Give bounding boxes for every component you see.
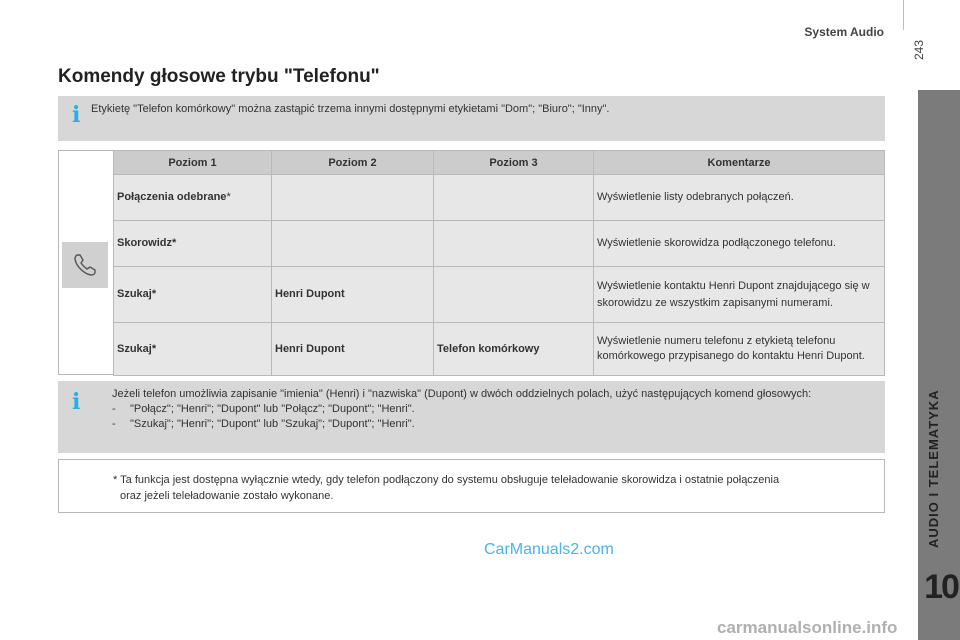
table-row — [114, 323, 885, 376]
watermark-carmanualsonline: carmanualsonline.info — [717, 618, 898, 637]
cell-level-3 — [434, 175, 594, 221]
chapter-side-tab — [918, 90, 960, 640]
header-level-2: Poziom 2 — [272, 151, 434, 175]
header-level-3: Poziom 3 — [434, 151, 594, 175]
cell-comment: Wyświetlenie skorowidza podłączonego telefonu. — [594, 221, 885, 267]
cell-level-3: Telefon komórkowy — [434, 323, 594, 376]
cell-level-2 — [272, 175, 434, 221]
cell-level-3 — [434, 221, 594, 267]
table-header-row — [114, 151, 885, 175]
footnote-text — [113, 472, 864, 504]
info-note-text: Etykietę "Telefon komórkowy" można zastąpić trzema innymi dostępnymi etykietami "Dom"; "Biuro"; "Inny". — [91, 103, 610, 115]
page-number: 243 — [912, 39, 926, 60]
voice-commands-table — [113, 150, 885, 376]
info-icon: i — [72, 102, 81, 128]
info-note-intro: Jeżeli telefon umożliwia zapisanie "imienia" (Henri) i "nazwiska" (Dupont) w dwóch oddzielnych polach, użyć następujących komend głosowych: — [112, 388, 812, 400]
cell-level-3 — [434, 267, 594, 323]
info-note-text — [112, 387, 860, 432]
cell-level-2 — [272, 221, 434, 267]
watermark-carmanuals: CarManuals2.com — [484, 541, 614, 558]
phone-handset-icon — [62, 242, 108, 288]
list-item: - "Szukaj"; "Henri"; "Dupont" lub "Szukaj"; "Dupont"; "Henri". — [112, 418, 415, 430]
footnote-line-1: * Ta funkcja jest dostępna wyłącznie wtedy, gdy telefon podłączony do systemu obsługuje teleładowanie skorowidza i ostatnie połączenia — [113, 474, 780, 486]
cell-level-1: Skorowidz* — [114, 221, 272, 267]
chapter-number: 10 — [924, 568, 958, 606]
cell-level-1: Szukaj* — [114, 267, 272, 323]
header-divider — [903, 0, 904, 30]
cell-level-2: Henri Dupont — [272, 267, 434, 323]
page-title: Komendy głosowe trybu "Telefonu" — [58, 66, 380, 87]
list-item: - "Połącz"; "Henri"; "Dupont" lub "Połącz"; "Dupont"; "Henri". — [112, 403, 415, 415]
header-comments: Komentarze — [594, 151, 885, 175]
header-level-1: Poziom 1 — [114, 151, 272, 175]
cell-comment: Wyświetlenie numeru telefonu z etykietą telefonu komórkowego przypisanego do kontaktu Henri Dupont. — [594, 323, 885, 376]
table-row — [114, 267, 885, 323]
section-title: System Audio — [804, 25, 884, 39]
info-icon: i — [72, 389, 81, 415]
info-note-name-fields — [58, 381, 885, 453]
footnote-box — [58, 459, 885, 513]
table-row — [114, 221, 885, 267]
cell-level-2: Henri Dupont — [272, 323, 434, 376]
cell-level-1: Szukaj* — [114, 323, 272, 376]
table-row — [114, 175, 885, 221]
footnote-line-2: oraz jeżeli teleładowanie zostało wykonane. — [120, 490, 334, 502]
cell-comment: Wyświetlenie listy odebranych połączeń. — [594, 175, 885, 221]
cell-comment: Wyświetlenie kontaktu Henri Dupont znajdującego się w skorowidzu ze wszystkim zapisanymi numerami. — [594, 267, 885, 323]
cell-level-1: Połączenia odebrane* — [114, 175, 272, 221]
chapter-side-label: AUDIO I TELEMATYKA — [926, 389, 941, 548]
info-note-labels — [58, 96, 885, 141]
